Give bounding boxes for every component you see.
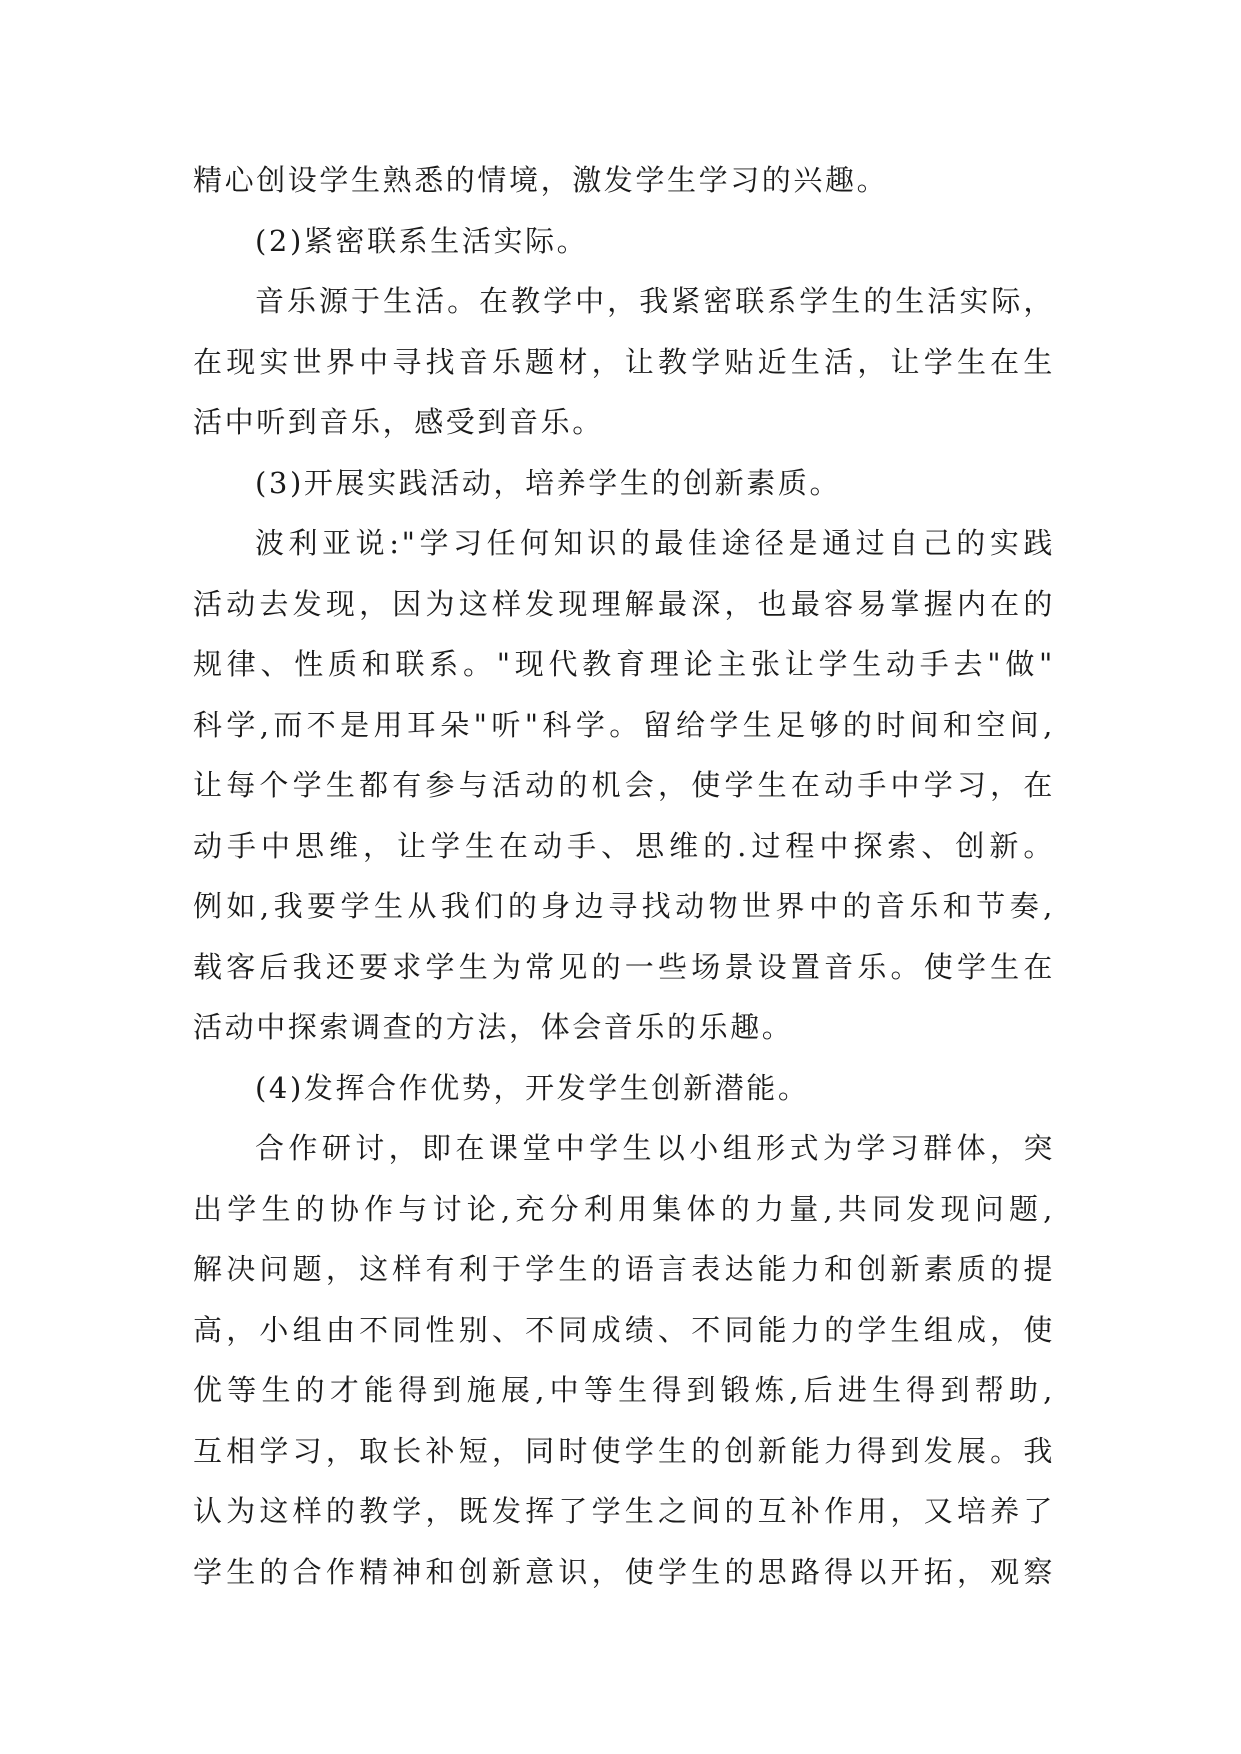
text-line: 科学,而不是用耳朵"听"科学。留给学生足够的时间和空间, <box>193 707 1055 742</box>
text-line: 音乐源于生活。在教学中，我紧密联系学生的生活实际， <box>255 284 1055 318</box>
text-line: 优等生的才能得到施展,中等生得到锻炼,后进生得到帮助, <box>193 1373 1055 1407</box>
text-line: 学生的合作精神和创新意识，使学生的思路得以开拓，观察 <box>193 1554 1055 1589</box>
text-line: 例如,我要学生从我们的身边寻找动物世界中的音乐和节奏, <box>193 889 1055 923</box>
text-line: 载客后我还要求学生为常见的一些场景设置音乐。使学生在 <box>193 949 1055 984</box>
text-line: 活中听到音乐，感受到音乐。 <box>193 405 604 439</box>
text-line: 互相学习，取长补短，同时使学生的创新能力得到发展。我 <box>193 1433 1055 1468</box>
text-line: 活动去发现，因为这样发现理解最深，也最容易掌握内在的 <box>193 586 1055 621</box>
text-line: (2)紧密联系生活实际。 <box>255 223 589 258</box>
text-line: 动手中思维，让学生在动手、思维的.过程中探索、创新。 <box>193 828 1055 863</box>
text-line: 解决问题，这样有利于学生的语言表达能力和创新素质的提 <box>193 1252 1055 1286</box>
text-line: 出学生的协作与讨论,充分利用集体的力量,共同发现问题, <box>193 1191 1055 1226</box>
text-line: (4)发挥合作优势，开发学生创新潜能。 <box>255 1070 810 1105</box>
text-line: 波利亚说:"学习任何知识的最佳途径是通过自己的实践 <box>255 526 1055 560</box>
text-line: 高，小组由不同性别、不同成绩、不同能力的学生组成，使 <box>193 1312 1055 1347</box>
document-body <box>193 150 1055 1602</box>
text-line: 活动中探索调查的方法，体会音乐的乐趣。 <box>193 1010 794 1044</box>
text-line: 在现实世界中寻找音乐题材，让教学贴近生活，让学生在生 <box>193 344 1055 379</box>
text-line: 精心创设学生熟悉的情境，激发学生学习的兴趣。 <box>193 163 889 197</box>
text-line: 让每个学生都有参与活动的机会，使学生在动手中学习，在 <box>193 768 1055 802</box>
text-line: 合作研讨，即在课堂中学生以小组形式为学习群体，突 <box>255 1131 1055 1165</box>
text-line: 规律、性质和联系。"现代教育理论主张让学生动手去"做" <box>193 647 1055 681</box>
text-line: (3)开展实践活动，培养学生的创新素质。 <box>255 465 842 500</box>
text-line: 认为这样的教学，既发挥了学生之间的互补作用，又培养了 <box>193 1494 1055 1528</box>
